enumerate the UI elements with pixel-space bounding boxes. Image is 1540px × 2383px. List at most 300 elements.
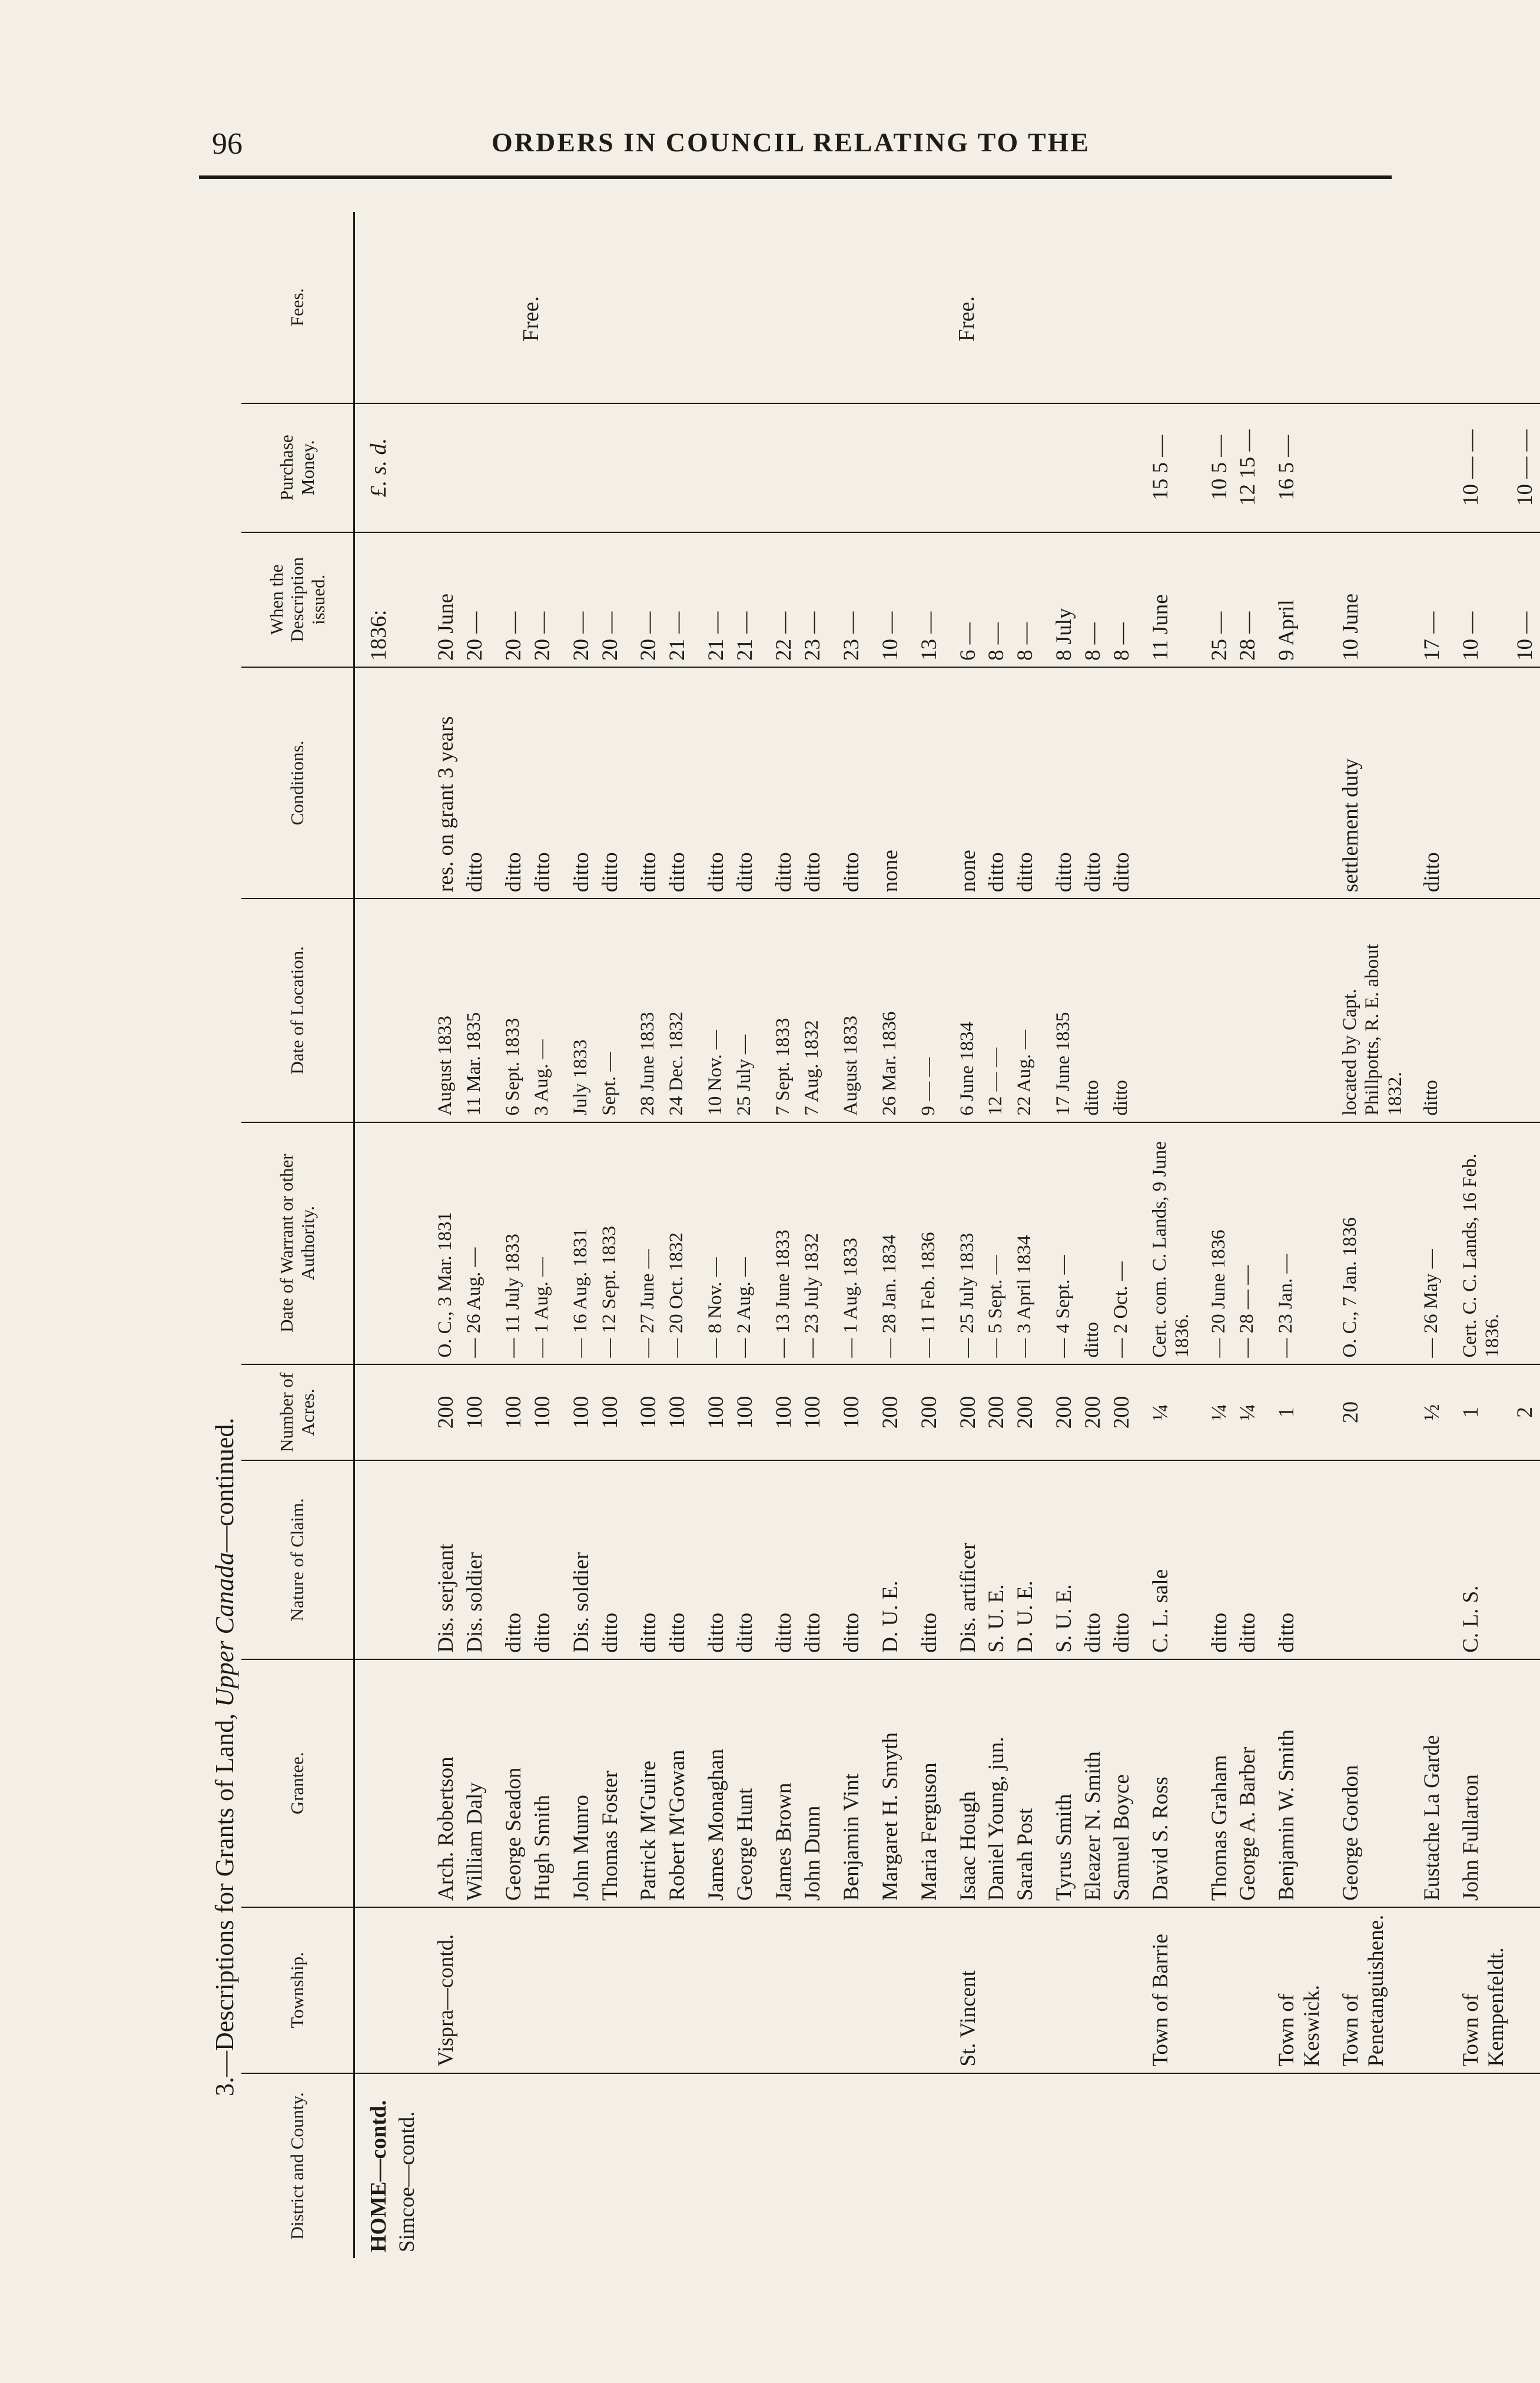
table-row — [1040, 212, 1079, 2258]
grantee-cell: Hugh Smith — [529, 1659, 557, 1907]
when-cell: 22 — — [760, 532, 799, 667]
money-cell — [1408, 403, 1447, 532]
township-cell — [1511, 1907, 1540, 2073]
grantee-cell: Arch. Robertson — [422, 1659, 461, 1907]
header-money: Purchase Money. — [241, 403, 354, 532]
township-cell — [760, 1907, 799, 2073]
table-row — [461, 212, 490, 2258]
location-cell: 6 Sept. 1833 — [490, 899, 529, 1122]
money-cell — [731, 403, 760, 532]
when-year: 1836: — [354, 532, 394, 667]
grantee-cell: David S. Ross — [1137, 1659, 1196, 1907]
table-row — [867, 212, 905, 2258]
warrant-cell: — 1 Aug. — — [529, 1122, 557, 1364]
when-cell: 10 — — [1511, 532, 1540, 667]
money-cell — [1327, 403, 1408, 532]
location-cell: 10 Nov. — — [692, 899, 731, 1122]
acres-cell: 100 — [692, 1364, 731, 1461]
conditions-cell — [905, 667, 944, 899]
grantee-cell: Thomas Foster — [596, 1659, 625, 1907]
claim-cell: ditto — [731, 1460, 760, 1659]
conditions-cell — [1447, 667, 1511, 899]
township-cell — [529, 1907, 557, 2073]
warrant-cell: Cert. C. C. Lands, 16 Feb. 1836. — [1447, 1122, 1511, 1364]
warrant-cell: O. C., 7 Jan. 1836 — [1327, 1122, 1408, 1364]
acres-cell: 200 — [867, 1364, 905, 1461]
money-cell — [596, 403, 625, 532]
grantee-cell: Eleazer N. Smith — [1079, 1659, 1108, 1907]
money-cell — [867, 403, 905, 532]
claim-cell: Dis. artificer — [944, 1460, 983, 1659]
conditions-cell — [1137, 667, 1196, 899]
header-location: Date of Location. — [241, 899, 354, 1122]
warrant-cell: — 11 July 1833 — [490, 1122, 529, 1364]
grantee-cell: William Daly — [461, 1659, 490, 1907]
table-row — [1234, 212, 1263, 2258]
fees-free-2: Free. — [954, 296, 979, 342]
claim-cell: C. L. S. — [1447, 1460, 1511, 1659]
acres-cell: 200 — [944, 1364, 983, 1461]
claim-cell: ditto — [529, 1460, 557, 1659]
table-row — [1137, 212, 1196, 2258]
table-row — [828, 212, 867, 2258]
running-head: ORDERS IN COUNCIL RELATING TO THE — [492, 127, 1091, 157]
when-cell: 8 July — [1040, 532, 1079, 667]
grantee-cell: George A. Barber — [1234, 1659, 1263, 1907]
grantee-cell: James Brown — [760, 1659, 799, 1907]
when-cell: 10 — — [1447, 532, 1511, 667]
conditions-cell: ditto — [663, 667, 692, 899]
warrant-cell: O. C., 3 Mar. 1831 — [422, 1122, 461, 1364]
money-cell — [1011, 403, 1040, 532]
location-cell: 12 — — — [983, 899, 1011, 1122]
rotated-table-region — [0, 147, 1537, 2355]
conditions-cell: ditto — [1408, 667, 1447, 899]
grantee-cell: George Seadon — [490, 1659, 529, 1907]
conditions-cell: settlement duty — [1327, 667, 1408, 899]
table-row — [1327, 212, 1408, 2258]
warrant-cell: — 8 Nov. — — [692, 1122, 731, 1364]
township-cell — [596, 1907, 625, 2073]
warrant-cell — [1511, 1122, 1540, 1364]
township-cell: Town of Kempenfeldt. — [1447, 1907, 1511, 2073]
township-cell — [1079, 1907, 1108, 2073]
claim-cell: ditto — [905, 1460, 944, 1659]
grantee-cell: Robert M'Gowan — [663, 1659, 692, 1907]
table-row — [663, 212, 692, 2258]
acres-cell: 200 — [1011, 1364, 1040, 1461]
grantee-cell: Daniel Young, jun. — [983, 1659, 1011, 1907]
table-row — [422, 212, 461, 2258]
grantee-cell: Thomas Graham — [1196, 1659, 1234, 1907]
claim-cell: ditto — [1196, 1460, 1234, 1659]
location-cell — [1234, 899, 1263, 1122]
claim-cell: ditto — [828, 1460, 867, 1659]
township-cell — [490, 1907, 529, 2073]
grantee-cell: Eustache La Garde — [1408, 1659, 1447, 1907]
claim-cell — [1511, 1460, 1540, 1659]
table-row — [1011, 212, 1040, 2258]
warrant-cell: — 2 Aug. — — [731, 1122, 760, 1364]
acres-cell: 200 — [1108, 1364, 1137, 1461]
warrant-cell: — 4 Sept. — — [1040, 1122, 1079, 1364]
conditions-cell — [1196, 667, 1234, 899]
table-row — [1079, 212, 1108, 2258]
conditions-cell: none — [944, 667, 983, 899]
page-number: 96 — [212, 127, 243, 161]
when-cell: 8 — — [1108, 532, 1137, 667]
header-conditions: Conditions. — [241, 667, 354, 899]
warrant-cell: — 23 July 1832 — [799, 1122, 828, 1364]
money-cell — [422, 403, 461, 532]
acres-cell: 1 — [1447, 1364, 1511, 1461]
acres-cell: 100 — [461, 1364, 490, 1461]
warrant-cell: ditto — [1079, 1122, 1108, 1364]
location-cell: 3 Aug. — — [529, 899, 557, 1122]
location-cell: 22 Aug. — — [1011, 899, 1040, 1122]
township-cell — [828, 1907, 867, 2073]
location-cell: 11 Mar. 1835 — [461, 899, 490, 1122]
table-row — [529, 212, 557, 2258]
claim-cell: ditto — [1079, 1460, 1108, 1659]
acres-cell: 100 — [529, 1364, 557, 1461]
acres-cell: 100 — [557, 1364, 596, 1461]
money-cell — [1108, 403, 1137, 532]
acres-cell: 200 — [905, 1364, 944, 1461]
money-cell: 10 — — — [1447, 403, 1511, 532]
money-cell: 10 5 — — [1196, 403, 1234, 532]
when-cell: 20 — — [490, 532, 529, 667]
location-cell — [1137, 899, 1196, 1122]
acres-cell: 200 — [1079, 1364, 1108, 1461]
acres-cell: 100 — [663, 1364, 692, 1461]
acres-cell: 200 — [1040, 1364, 1079, 1461]
money-units: £. s. d. — [354, 403, 394, 532]
when-cell: 13 — — [905, 532, 944, 667]
location-cell — [1511, 899, 1540, 1122]
conditions-cell: ditto — [1108, 667, 1137, 899]
location-cell: 24 Dec. 1832 — [663, 899, 692, 1122]
claim-cell: D. U. E. — [1011, 1460, 1040, 1659]
acres-cell: 100 — [625, 1364, 663, 1461]
grantee-cell: Margaret H. Smyth — [867, 1659, 905, 1907]
conditions-cell: none — [867, 667, 905, 899]
grantee-cell: John Dunn — [799, 1659, 828, 1907]
acres-cell: 2 — [1511, 1364, 1540, 1461]
conditions-cell — [1263, 667, 1327, 899]
conditions-cell: ditto — [731, 667, 760, 899]
conditions-cell: ditto — [799, 667, 828, 899]
when-cell: 23 — — [828, 532, 867, 667]
money-cell — [1079, 403, 1108, 532]
when-cell: 25 — — [1196, 532, 1234, 667]
warrant-cell: — 16 Aug. 1831 — [557, 1122, 596, 1364]
table-row — [557, 212, 596, 2258]
table-row — [1511, 212, 1540, 2258]
township-cell — [663, 1907, 692, 2073]
header-fees: Fees. — [241, 212, 354, 403]
grantee-cell: Tyrus Smith — [1040, 1659, 1079, 1907]
table-row — [760, 212, 799, 2258]
acres-cell: 100 — [731, 1364, 760, 1461]
conditions-cell: ditto — [529, 667, 557, 899]
county-row — [393, 212, 422, 2258]
conditions-cell: ditto — [557, 667, 596, 899]
location-cell: July 1833 — [557, 899, 596, 1122]
claim-cell: ditto — [596, 1460, 625, 1659]
warrant-cell: — 1 Aug. 1833 — [828, 1122, 867, 1364]
warrant-cell: Cert. com. C. Lands, 9 June 1836. — [1137, 1122, 1196, 1364]
warrant-cell: — 20 June 1836 — [1196, 1122, 1234, 1364]
warrant-cell: — 2 Oct. — — [1108, 1122, 1137, 1364]
when-cell: 11 June — [1137, 532, 1196, 667]
money-cell: 15 5 — — [1137, 403, 1196, 532]
warrant-cell: — 28 Jan. 1834 — [867, 1122, 905, 1364]
location-cell: 25 July — — [731, 899, 760, 1122]
township-cell — [983, 1907, 1011, 2073]
township-cell: Vispra—contd. — [422, 1907, 461, 2073]
warrant-cell: — 12 Sept. 1833 — [596, 1122, 625, 1364]
when-cell: 8 — — [1011, 532, 1040, 667]
table-row — [1196, 212, 1234, 2258]
acres-cell: 200 — [983, 1364, 1011, 1461]
warrant-cell: — 3 April 1834 — [1011, 1122, 1040, 1364]
conditions-cell: ditto — [692, 667, 731, 899]
money-cell — [1040, 403, 1079, 532]
location-cell: 26 Mar. 1836 — [867, 899, 905, 1122]
grantee-cell: John Fullarton — [1447, 1659, 1511, 1907]
table-header-row — [241, 212, 354, 2258]
table-row — [799, 212, 828, 2258]
location-cell: 7 Sept. 1833 — [760, 899, 799, 1122]
money-cell: 16 5 — — [1263, 403, 1327, 532]
table-row — [1108, 212, 1137, 2258]
acres-cell: 20 — [1327, 1364, 1408, 1461]
claim-cell: S. U. E. — [983, 1460, 1011, 1659]
when-cell: 20 — — [625, 532, 663, 667]
location-cell: ditto — [1408, 899, 1447, 1122]
table-row — [731, 212, 760, 2258]
location-cell — [1447, 899, 1511, 1122]
conditions-cell: ditto — [1011, 667, 1040, 899]
claim-cell — [1408, 1460, 1447, 1659]
acres-cell: ¼ — [1137, 1364, 1196, 1461]
warrant-cell: — 28 — — — [1234, 1122, 1263, 1364]
money-cell — [905, 403, 944, 532]
money-cell: 10 — — — [1511, 403, 1540, 532]
conditions-cell: ditto — [828, 667, 867, 899]
grantee-cell: Isaac Hough — [944, 1659, 983, 1907]
township-cell — [1040, 1907, 1079, 2073]
when-cell: 8 — — [1079, 532, 1108, 667]
header-when: When the Description issued. — [241, 532, 354, 667]
when-cell: 21 — — [663, 532, 692, 667]
conditions-cell: ditto — [1079, 667, 1108, 899]
township-cell: Town of Penetanguishene. — [1327, 1907, 1408, 2073]
location-cell: ditto — [1079, 899, 1108, 1122]
conditions-cell — [1234, 667, 1263, 899]
when-cell: 28 — — [1234, 532, 1263, 667]
table-row — [1408, 212, 1447, 2258]
conditions-cell: ditto — [983, 667, 1011, 899]
warrant-cell: — 26 May — — [1408, 1122, 1447, 1364]
grantee-cell: Benjamin W. Smith — [1263, 1659, 1327, 1907]
acres-cell: 1 — [1263, 1364, 1327, 1461]
claim-cell — [1327, 1460, 1408, 1659]
township-cell: St. Vincent — [944, 1907, 983, 2073]
fees-free-1: Free. — [519, 296, 543, 342]
township-cell — [799, 1907, 828, 2073]
money-cell — [490, 403, 529, 532]
table-row — [625, 212, 663, 2258]
money-cell — [557, 403, 596, 532]
header-township: Township. — [241, 1907, 354, 2073]
acres-cell: 100 — [596, 1364, 625, 1461]
acres-cell: 100 — [828, 1364, 867, 1461]
acres-cell: 200 — [422, 1364, 461, 1461]
township-cell: Town of Keswick. — [1263, 1907, 1327, 2073]
table-row — [983, 212, 1011, 2258]
township-cell — [1108, 1907, 1137, 2073]
claim-cell: S. U. E. — [1040, 1460, 1079, 1659]
conditions-cell: ditto — [760, 667, 799, 899]
grantee-cell: George Gordon — [1327, 1659, 1408, 1907]
township-cell — [1234, 1907, 1263, 2073]
money-cell — [983, 403, 1011, 532]
grantee-cell: John Munro — [557, 1659, 596, 1907]
claim-cell: ditto — [692, 1460, 731, 1659]
location-cell: Sept. — — [596, 899, 625, 1122]
conditions-cell: res. on grant 3 years — [422, 667, 461, 899]
claim-cell: ditto — [760, 1460, 799, 1659]
when-cell: 9 April — [1263, 532, 1327, 667]
township-cell — [1196, 1907, 1234, 2073]
township-cell — [461, 1907, 490, 2073]
conditions-cell: ditto — [1040, 667, 1079, 899]
grantee-cell: Maria Ferguson — [905, 1659, 944, 1907]
money-cell — [799, 403, 828, 532]
warrant-cell: — 23 Jan. — — [1263, 1122, 1327, 1364]
when-cell: 20 — — [461, 532, 490, 667]
location-cell: 17 June 1835 — [1040, 899, 1079, 1122]
acres-cell: ¼ — [1196, 1364, 1234, 1461]
claim-cell: ditto — [1263, 1460, 1327, 1659]
township-cell — [625, 1907, 663, 2073]
claim-cell: C. L. sale — [1137, 1460, 1196, 1659]
grantee-cell: Samuel Boyce — [1108, 1659, 1137, 1907]
location-cell: ditto — [1108, 899, 1137, 1122]
money-cell: 12 15 — — [1234, 403, 1263, 532]
township-cell: Town of Barrie — [1137, 1907, 1196, 2073]
conditions-cell — [1511, 667, 1540, 899]
township-cell — [557, 1907, 596, 2073]
township-cell — [731, 1907, 760, 2073]
location-cell: 28 June 1833 — [625, 899, 663, 1122]
warrant-cell: — 5 Sept. — — [983, 1122, 1011, 1364]
grantee-cell: James Monaghan — [692, 1659, 731, 1907]
grants-table — [241, 212, 1540, 2258]
county-label: Simcoe—contd. — [393, 2073, 422, 2258]
when-cell: 21 — — [731, 532, 760, 667]
township-cell — [1011, 1907, 1040, 2073]
claim-cell: Dis. soldier — [461, 1460, 490, 1659]
header-grantee: Grantee. — [241, 1659, 354, 1907]
township-cell — [905, 1907, 944, 2073]
money-cell — [663, 403, 692, 532]
claim-cell: D. U. E. — [867, 1460, 905, 1659]
township-cell — [692, 1907, 731, 2073]
claim-cell: ditto — [625, 1460, 663, 1659]
grantee-cell: Benjamin Vint — [828, 1659, 867, 1907]
acres-cell: 100 — [490, 1364, 529, 1461]
table-row — [1263, 212, 1327, 2258]
warrant-cell: — 11 Feb. 1836 — [905, 1122, 944, 1364]
acres-cell: 100 — [760, 1364, 799, 1461]
conditions-cell: ditto — [490, 667, 529, 899]
acres-cell: ½ — [1408, 1364, 1447, 1461]
township-cell — [1408, 1907, 1447, 2073]
warrant-cell: — 27 June — — [625, 1122, 663, 1364]
money-cell — [692, 403, 731, 532]
district-label: HOME—contd. — [354, 2073, 394, 2258]
township-cell — [867, 1907, 905, 2073]
when-cell: 17 — — [1408, 532, 1447, 667]
table-row — [944, 212, 983, 2258]
claim-cell: Dis. soldier — [557, 1460, 596, 1659]
warrant-cell: — 20 Oct. 1832 — [663, 1122, 692, 1364]
table-row — [596, 212, 625, 2258]
when-cell: 8 — — [983, 532, 1011, 667]
location-cell — [1196, 899, 1234, 1122]
warrant-cell: — 13 June 1833 — [760, 1122, 799, 1364]
location-cell: 7 Aug. 1832 — [799, 899, 828, 1122]
when-cell: 20 June — [422, 532, 461, 667]
warrant-cell: — 26 Aug. — — [461, 1122, 490, 1364]
conditions-cell: ditto — [625, 667, 663, 899]
location-cell: August 1833 — [828, 899, 867, 1122]
when-cell: 20 — — [557, 532, 596, 667]
when-cell: 10 June — [1327, 532, 1408, 667]
grantee-cell — [1511, 1659, 1540, 1907]
claim-cell: ditto — [490, 1460, 529, 1659]
when-cell: 6 — — [944, 532, 983, 667]
location-cell: located by Capt. Phillpotts, R. E. about 1832. — [1327, 899, 1408, 1122]
header-district: District and County. — [241, 2073, 354, 2258]
header-claim: Nature of Claim. — [241, 1460, 354, 1659]
money-cell — [760, 403, 799, 532]
claim-cell: ditto — [1108, 1460, 1137, 1659]
acres-cell: 100 — [799, 1364, 828, 1461]
when-cell: 23 — — [799, 532, 828, 667]
when-cell: 20 — — [596, 532, 625, 667]
when-cell: 20 — — [529, 532, 557, 667]
table-row — [905, 212, 944, 2258]
money-cell — [828, 403, 867, 532]
subheader-row — [354, 212, 394, 2258]
header-acres: Number of Acres. — [241, 1364, 354, 1461]
table-body — [354, 212, 1540, 2258]
header-warrant: Date of Warrant or other Authority. — [241, 1122, 354, 1364]
location-cell: August 1833 — [422, 899, 461, 1122]
when-cell: 21 — — [692, 532, 731, 667]
claim-cell: ditto — [1234, 1460, 1263, 1659]
claim-cell: ditto — [663, 1460, 692, 1659]
grantee-cell: George Hunt — [731, 1659, 760, 1907]
acres-cell: ¼ — [1234, 1364, 1263, 1461]
location-cell: 6 June 1834 — [944, 899, 983, 1122]
money-cell — [529, 403, 557, 532]
when-cell: 10 — — [867, 532, 905, 667]
